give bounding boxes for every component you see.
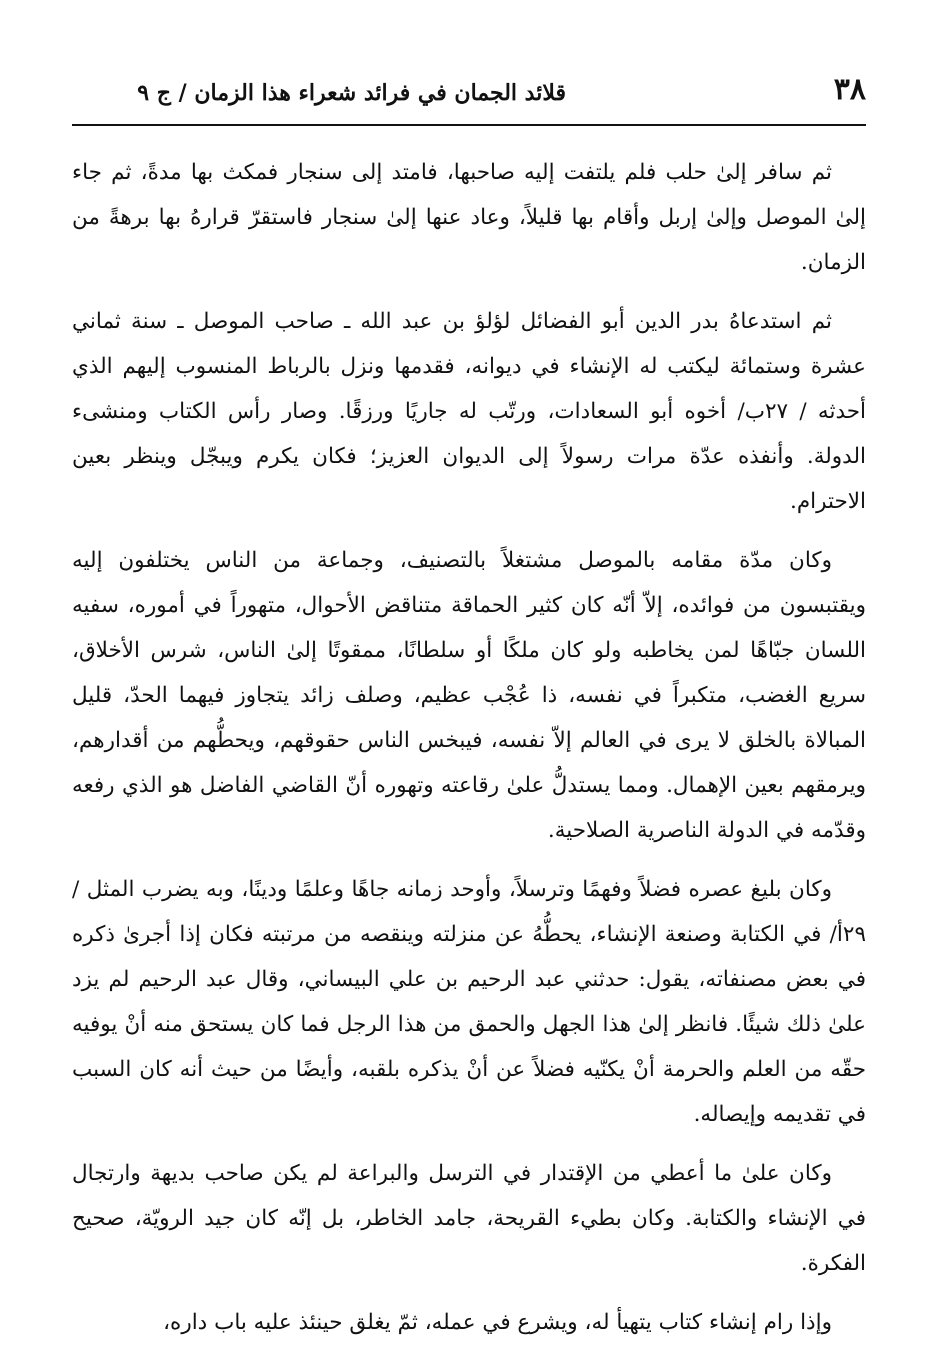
page-number: ٣٨	[833, 72, 866, 107]
running-title: قلائد الجمان في فرائد شعراء هذا الزمان / ج ٩	[137, 80, 566, 106]
paragraph: وكان مدّة مقامه بالموصل مشتغلاً بالتصنيف، وجماعة من الناس يختلفون إليه ويقتبسون من فوائده، إلاّ أنّه كان كثير الحماقة متناقض الأحوال، متهوراً في أموره، سفيه اللسان جبّاهًا لمن يخاطبه ولو كان ملكًا أو سلطانًا، ممقوتًا إلىٰ الناس، شرس الأخلاق، سريع الغضب، متكبراً في نفسه، ذا عُجْب عظيم، وصلف زائد يتجاوز فيهما الحدّ، قليل المبالاة بالخلق لا يرى في العالم إلاّ نفسه، فيبخس الناس حقوقهم، ويحطُّهم من أقدارهم، ويرمقهم بعين الإهمال. ومما يستدلُّ علىٰ رقاعته وتهوره أنّ القاضي الفاضل هو الذي رفعه وقدّمه في الدولة الناصرية الصلاحية.	[72, 548, 866, 843]
body-text	[72, 150, 866, 1359]
paragraph: وكان علىٰ ما أعطي من الإقتدار في الترسل والبراعة لم يكن صاحب بديهة وارتجال في الإنشاء والكتابة. وكان بطيء القريحة، جامد الخاطر، بل إنّه كان جيد الرويّة، صحيح الفكرة.	[72, 1161, 866, 1276]
paragraph: وإذا رام إنشاء كتاب يتهيأ له، ويشرع في عمله، ثمّ يغلق حينئذ عليه باب داره،	[163, 1310, 832, 1335]
header-divider	[72, 124, 866, 126]
paragraph: ثم سافر إلىٰ حلب فلم يلتفت إليه صاحبها، فامتد إلى سنجار فمكث بها مدةً، ثم جاء إلىٰ الموصل وإلىٰ إربل وأقام بها قليلاً، وعاد عنها إلىٰ سنجار فاستقرّ قرارهُ بها برهةً من الزمان.	[72, 160, 866, 275]
page-header	[72, 68, 866, 124]
paragraph: ثم استدعاهُ بدر الدين أبو الفضائل لؤلؤ بن عبد الله ـ صاحب الموصل ـ سنة ثماني عشرة وستمائة ليكتب له الإنشاء في ديوانه، فقدمها ونزل بالرباط المنسوب إليهم الذي أحدثه / ٢٧ب/ أخوه أبو السعادات، ورتّب له جاريًا ورزقًا. وصار رأس الكتاب ومنشىء الدولة. وأنفذه عدّة مرات رسولاً إلى الديوان العزيز؛ فكان يكرم ويبجّل وينظر بعين الاحترام.	[72, 309, 866, 514]
paragraph: وكان بليغ عصره فضلاً وفهمًا وترسلاً، وأوحد زمانه جاهًا وعلمًا ودينًا، وبه يضرب المثل / ٢٩أ/ في الكتابة وصنعة الإنشاء، يحطُّهُ عن منزلته وينقصه من مرتبته فكان إذا أجرىٰ ذكره في بعض مصنفاته، يقول: حدثني عبد الرحيم بن علي البيساني، وقال عبد الرحيم لم يزد علىٰ ذلك شيئًا. فانظر إلىٰ هذا الجهل والحمق من هذا الرجل فما كان يستحق منه أنْ يوفيه حقّه من العلم والحرمة أنْ يكنّيه فضلاً عن أنْ يذكره بلقبه، وأيضًا من حيث أنه كان السبب في تقديمه وإيصاله.	[72, 877, 866, 1127]
